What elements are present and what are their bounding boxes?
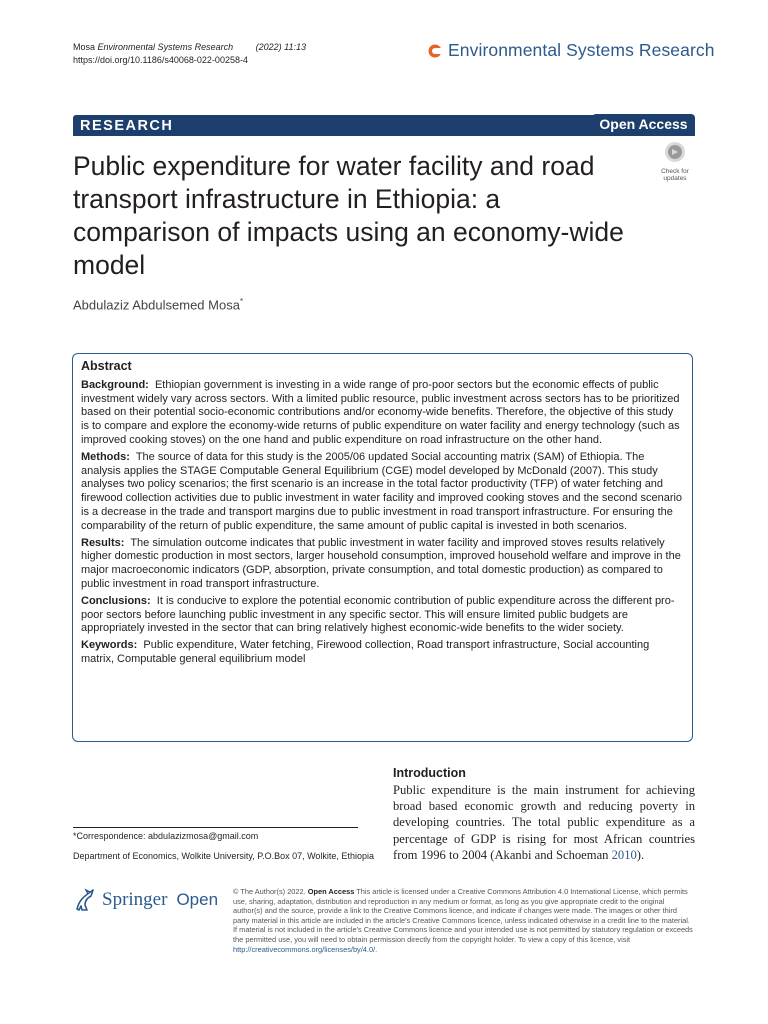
abstract-methods <box>81 451 684 534</box>
author-mark: * <box>239 297 244 306</box>
introduction-text: Public expenditure is the main instrument for achieving broad based economic growth and reducing poverty in developing countries. The total public expenditure as a percentage of GDP is rising for most African countries from 1996 to 2004 (Akanbi and Schoeman <box>393 783 695 862</box>
introduction-paragraph <box>393 782 695 863</box>
abstract-text: The source of data for this study is the 2005/06 updated Social accounting matrix (SAM) of Ethiopia. The analysis applies the STAGE Computable General Equilibrium (CGE) model developed by McDonald (2007). This study analyses two policy scenarios; the first scenario is an increase in the total factor productivity (TFP) of water fetching and firewood collection activities due to public investment in water facility and improved cooking stoves and the second scenario is a decrease in the trade and transport margins due to public investment in road transport infrastructure. For ensuring the comparability of the return of public expenditure, the same amount of public capital is invested in both scenarios. <box>81 450 683 532</box>
abstract-conclusions <box>81 595 684 636</box>
open-access-badge: Open Access <box>592 114 695 136</box>
journal-brand[interactable] <box>428 40 715 61</box>
citation-block <box>73 41 306 67</box>
doi-link[interactable]: https://doi.org/10.1186/s40068-022-00258-4 <box>73 55 248 65</box>
citation-link[interactable]: 2010 <box>611 847 637 862</box>
correspondence-note: *Correspondence: abdulazizmosa@gmail.com <box>73 831 259 841</box>
abstract-background <box>81 379 684 448</box>
abstract-label: Methods: <box>81 450 130 463</box>
springer-open-suffix: Open <box>176 890 219 909</box>
abstract-results <box>81 537 684 592</box>
affiliation-note: Department of Economics, Wolkite University, P.O.Box 07, Wolkite, Ethiopia <box>73 851 374 861</box>
check-for-updates-button[interactable] <box>654 141 696 182</box>
abstract-label: Background: <box>81 378 149 391</box>
abstract-text: The simulation outcome indicates that public investment in water facility and improved stoves results relatively higher domestic production in most sectors, larger household consumption, improved household welfare and improve in the major macroeconomic indicators (GDP, absorption, private consumption, and total domestic production) as compared to public investment in road transport infrastructure. <box>81 536 681 590</box>
abstract-text: It is conducive to explore the potential economic contribution of public expenditure across the different pro-poor sectors before launching public investment in any specific sector. This will ensure limited public budgets are appropriately invested in the sector that can bring relatively highest economic-wide benefits to the wider society. <box>81 594 675 635</box>
abstract-label: Conclusions: <box>81 594 151 607</box>
license-prefix: © The Author(s) 2022. <box>233 887 308 896</box>
abstract-heading: Abstract <box>81 359 132 373</box>
license-url-link[interactable]: http://creativecommons.org/licenses/by/4.0/ <box>233 944 376 954</box>
publisher-logo[interactable] <box>73 887 218 913</box>
section-label: RESEARCH <box>80 118 174 134</box>
article-title: Public expenditure for water facility and road transport infrastructure in Ethiopia: a comparison of impacts using an economy-wide model <box>73 151 624 280</box>
check-updates-line2: updates <box>663 175 687 182</box>
springer-horse-icon <box>73 887 97 913</box>
license-statement <box>233 887 695 954</box>
journal-logo-icon <box>428 44 442 58</box>
citation-volume: (2022) 11:13 <box>255 42 306 52</box>
citation-journal: Environmental Systems Research <box>97 42 234 52</box>
abstract-keywords <box>81 639 684 667</box>
license-suffix: . <box>375 944 378 954</box>
abstract-text: Ethiopian government is investing in a wide range of pro-poor sectors but the economic effects of public investment widely vary across sectors. With a limited public resource, public investment across sectors has to be prioritized based on their potential socio-economic contributions and/or economy-wide benefits. Therefore, the objective of this study is to compare and explore the economy-wide returns of public expenditure on water facility and energy technology (such as improved cooking stoves) on the one hand and public expenditure on road infrastructure on the other hand. <box>81 378 680 446</box>
abstract-text: Public expenditure, Water fetching, Firewood collection, Road transport infrastructure, Social accounting matrix, Computable general equilibrium model <box>81 639 650 665</box>
introduction-text-end: ). <box>636 847 645 862</box>
license-open-access: Open Access <box>307 887 355 896</box>
license-body: This article is licensed under a Creative Commons Attribution 4.0 International License, which permits use, sharing, adaptation, distribution and reproduction in any medium or format, as long as you give appropriate credit to the original author(s) and the source, provide a link to the Creative Commons licence, and indicate if changes were made. The images or other third party material in this article are included in the article's Creative Commons licence, unless indicated otherwise in a credit line to the material. If material is not included in the article's Creative Commons licence and your intended use is not permitted by statutory regulation or exceeds the permitted use, you will need to obtain permission directly from the copyright holder. To view a copy of this licence, visit <box>233 887 693 944</box>
citation-author: Mosa <box>73 42 96 52</box>
footnote-divider <box>73 827 358 828</box>
springer-name: Springer <box>102 889 168 910</box>
abstract-label: Keywords: <box>81 639 138 652</box>
check-updates-line1: Check for <box>661 168 689 175</box>
introduction-heading: Introduction <box>393 766 466 780</box>
author-line <box>73 297 243 312</box>
abstract-content <box>81 360 684 670</box>
journal-name: Environmental Systems Research <box>448 40 715 60</box>
author-name: Abdulaziz Abdulsemed Mosa <box>73 297 240 313</box>
abstract-label: Results: <box>81 536 125 549</box>
check-updates-icon <box>663 141 687 163</box>
